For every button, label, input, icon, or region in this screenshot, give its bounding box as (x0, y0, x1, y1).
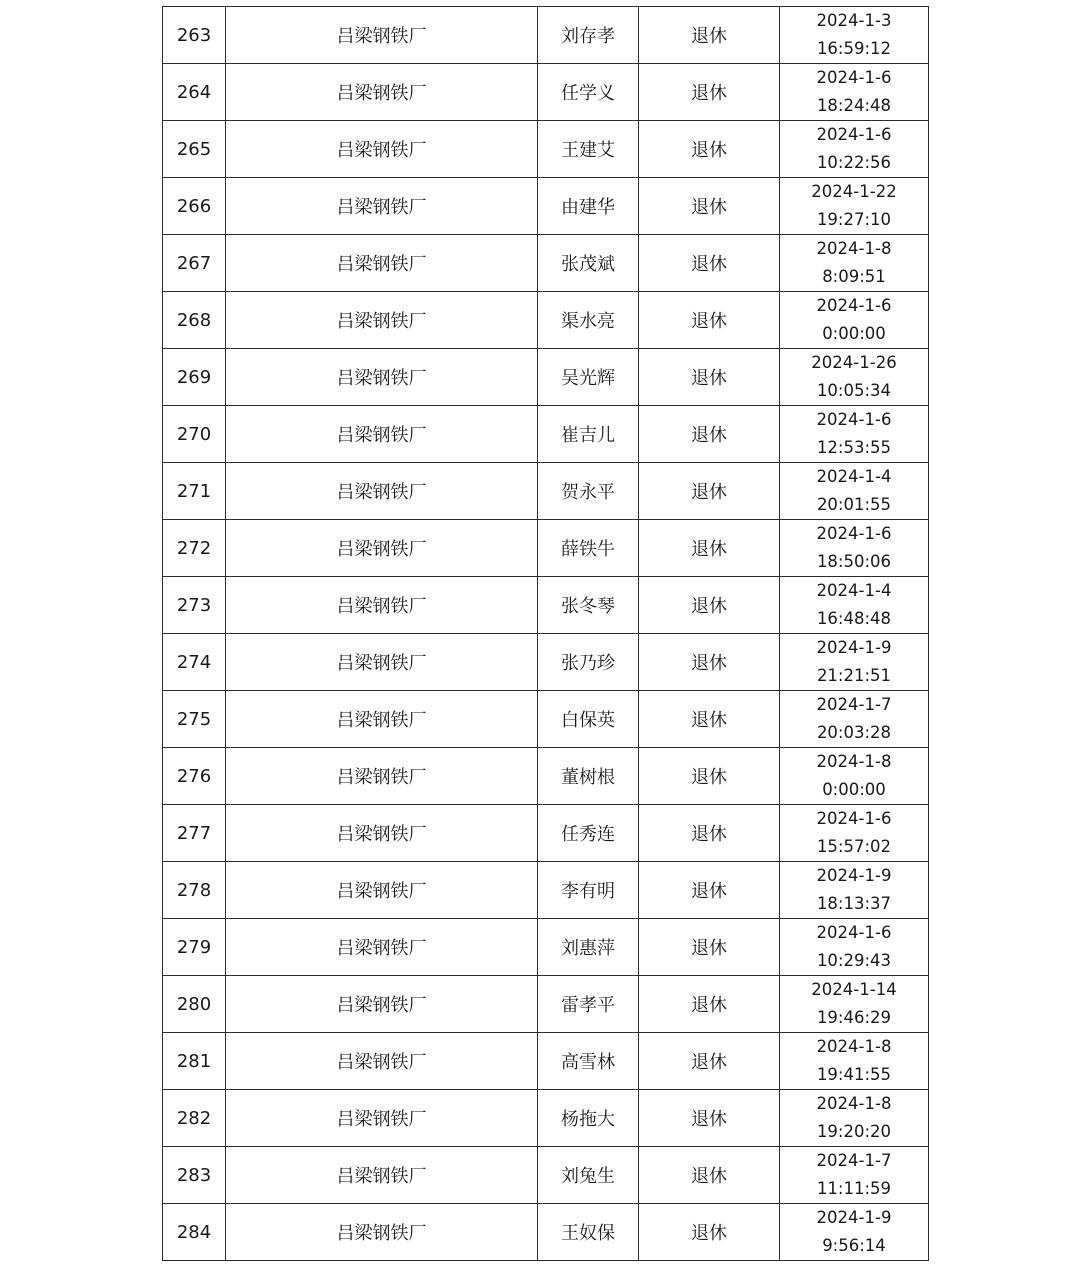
table-row (163, 463, 929, 520)
status-cell: 退休 (639, 121, 780, 178)
name-cell: 张茂斌 (538, 235, 639, 292)
datetime-cell (780, 178, 929, 235)
datetime-cell (780, 1147, 929, 1204)
serial-number-cell: 268 (163, 292, 226, 349)
date-text: 2024-1-9 (816, 866, 892, 885)
table-row (163, 634, 929, 691)
serial-number-cell: 280 (163, 976, 226, 1033)
datetime-cell (780, 577, 929, 634)
datetime-cell (780, 748, 929, 805)
serial-number-cell: 275 (163, 691, 226, 748)
unit-cell: 吕梁钢铁厂 (226, 577, 538, 634)
time-text: 16:48:48 (816, 609, 892, 628)
date-text: 2024-1-6 (816, 809, 892, 828)
table-row (163, 976, 929, 1033)
date-text: 2024-1-14 (811, 980, 897, 999)
datetime-cell (780, 64, 929, 121)
datetime-cell (780, 292, 929, 349)
time-text: 19:41:55 (816, 1065, 892, 1084)
serial-number-cell: 281 (163, 1033, 226, 1090)
status-cell: 退休 (639, 7, 780, 64)
name-cell: 由建华 (538, 178, 639, 235)
name-cell: 雷孝平 (538, 976, 639, 1033)
time-text: 10:22:56 (816, 153, 892, 172)
serial-number-cell: 273 (163, 577, 226, 634)
serial-number-cell: 263 (163, 7, 226, 64)
status-cell: 退休 (639, 919, 780, 976)
name-cell: 渠水亮 (538, 292, 639, 349)
date-text: 2024-1-8 (816, 239, 892, 258)
name-cell: 张乃珍 (538, 634, 639, 691)
name-cell: 李有明 (538, 862, 639, 919)
serial-number-cell: 271 (163, 463, 226, 520)
name-cell: 吴光辉 (538, 349, 639, 406)
unit-cell: 吕梁钢铁厂 (226, 1147, 538, 1204)
time-text: 8:09:51 (822, 267, 886, 286)
date-text: 2024-1-22 (811, 182, 897, 201)
table-row (163, 520, 929, 577)
table-row (163, 235, 929, 292)
time-text: 21:21:51 (816, 666, 892, 685)
unit-cell: 吕梁钢铁厂 (226, 121, 538, 178)
table-row (163, 577, 929, 634)
unit-cell: 吕梁钢铁厂 (226, 406, 538, 463)
time-text: 11:11:59 (816, 1179, 892, 1198)
date-text: 2024-1-9 (816, 638, 892, 657)
datetime-cell (780, 976, 929, 1033)
date-text: 2024-1-4 (816, 467, 892, 486)
date-text: 2024-1-3 (816, 11, 892, 30)
time-text: 9:56:14 (822, 1236, 886, 1255)
name-cell: 崔吉儿 (538, 406, 639, 463)
status-cell: 退休 (639, 1033, 780, 1090)
status-cell: 退休 (639, 406, 780, 463)
time-text: 19:46:29 (816, 1008, 892, 1027)
serial-number-cell: 266 (163, 178, 226, 235)
name-cell: 刘惠萍 (538, 919, 639, 976)
name-cell: 贺永平 (538, 463, 639, 520)
table-row (163, 292, 929, 349)
datetime-cell (780, 919, 929, 976)
serial-number-cell: 278 (163, 862, 226, 919)
table-row (163, 919, 929, 976)
serial-number-cell: 269 (163, 349, 226, 406)
table-row (163, 121, 929, 178)
date-text: 2024-1-4 (816, 581, 892, 600)
unit-cell: 吕梁钢铁厂 (226, 919, 538, 976)
status-cell: 退休 (639, 976, 780, 1033)
status-cell: 退休 (639, 748, 780, 805)
table-row (163, 178, 929, 235)
serial-number-cell: 264 (163, 64, 226, 121)
datetime-cell (780, 805, 929, 862)
unit-cell: 吕梁钢铁厂 (226, 463, 538, 520)
status-cell: 退休 (639, 520, 780, 577)
date-text: 2024-1-6 (816, 410, 892, 429)
table-row (163, 1204, 929, 1261)
serial-number-cell: 274 (163, 634, 226, 691)
unit-cell: 吕梁钢铁厂 (226, 520, 538, 577)
records-body (163, 7, 929, 1261)
table-row (163, 1033, 929, 1090)
status-cell: 退休 (639, 292, 780, 349)
serial-number-cell: 282 (163, 1090, 226, 1147)
unit-cell: 吕梁钢铁厂 (226, 7, 538, 64)
date-text: 2024-1-8 (816, 1094, 892, 1113)
name-cell: 刘存孝 (538, 7, 639, 64)
unit-cell: 吕梁钢铁厂 (226, 1090, 538, 1147)
time-text: 18:50:06 (816, 552, 892, 571)
serial-number-cell: 276 (163, 748, 226, 805)
unit-cell: 吕梁钢铁厂 (226, 349, 538, 406)
table-row (163, 64, 929, 121)
table-row (163, 1147, 929, 1204)
time-text: 18:24:48 (816, 96, 892, 115)
name-cell: 王奴保 (538, 1204, 639, 1261)
date-text: 2024-1-9 (816, 1208, 892, 1227)
date-text: 2024-1-7 (816, 695, 892, 714)
status-cell: 退休 (639, 691, 780, 748)
name-cell: 任学义 (538, 64, 639, 121)
serial-number-cell: 277 (163, 805, 226, 862)
name-cell: 王建艾 (538, 121, 639, 178)
date-text: 2024-1-7 (816, 1151, 892, 1170)
time-text: 0:00:00 (822, 324, 886, 343)
name-cell: 白保英 (538, 691, 639, 748)
name-cell: 任秀连 (538, 805, 639, 862)
status-cell: 退休 (639, 862, 780, 919)
table-row (163, 7, 929, 64)
unit-cell: 吕梁钢铁厂 (226, 634, 538, 691)
status-cell: 退休 (639, 178, 780, 235)
unit-cell: 吕梁钢铁厂 (226, 64, 538, 121)
datetime-cell (780, 1204, 929, 1261)
date-text: 2024-1-8 (816, 752, 892, 771)
unit-cell: 吕梁钢铁厂 (226, 691, 538, 748)
serial-number-cell: 267 (163, 235, 226, 292)
date-text: 2024-1-6 (816, 125, 892, 144)
datetime-cell (780, 1033, 929, 1090)
datetime-cell (780, 7, 929, 64)
name-cell: 杨拖大 (538, 1090, 639, 1147)
unit-cell: 吕梁钢铁厂 (226, 1204, 538, 1261)
status-cell: 退休 (639, 634, 780, 691)
table-row (163, 748, 929, 805)
datetime-cell (780, 349, 929, 406)
name-cell: 董树根 (538, 748, 639, 805)
status-cell: 退休 (639, 349, 780, 406)
serial-number-cell: 284 (163, 1204, 226, 1261)
status-cell: 退休 (639, 577, 780, 634)
status-cell: 退休 (639, 235, 780, 292)
status-cell: 退休 (639, 463, 780, 520)
serial-number-cell: 265 (163, 121, 226, 178)
unit-cell: 吕梁钢铁厂 (226, 235, 538, 292)
time-text: 0:00:00 (822, 780, 886, 799)
unit-cell: 吕梁钢铁厂 (226, 748, 538, 805)
time-text: 18:13:37 (816, 894, 892, 913)
status-cell: 退休 (639, 805, 780, 862)
table-row (163, 406, 929, 463)
datetime-cell (780, 463, 929, 520)
time-text: 10:29:43 (816, 951, 892, 970)
datetime-cell (780, 862, 929, 919)
unit-cell: 吕梁钢铁厂 (226, 1033, 538, 1090)
name-cell: 高雪林 (538, 1033, 639, 1090)
date-text: 2024-1-6 (816, 68, 892, 87)
unit-cell: 吕梁钢铁厂 (226, 862, 538, 919)
status-cell: 退休 (639, 1204, 780, 1261)
table-row (163, 862, 929, 919)
serial-number-cell: 279 (163, 919, 226, 976)
time-text: 19:20:20 (816, 1122, 892, 1141)
records-table (162, 6, 929, 1261)
date-text: 2024-1-6 (816, 524, 892, 543)
datetime-cell (780, 634, 929, 691)
datetime-cell (780, 121, 929, 178)
serial-number-cell: 270 (163, 406, 226, 463)
datetime-cell (780, 691, 929, 748)
table-row (163, 1090, 929, 1147)
time-text: 15:57:02 (816, 837, 892, 856)
date-text: 2024-1-6 (816, 923, 892, 942)
name-cell: 刘兔生 (538, 1147, 639, 1204)
table-row (163, 805, 929, 862)
table-row (163, 691, 929, 748)
date-text: 2024-1-8 (816, 1037, 892, 1056)
unit-cell: 吕梁钢铁厂 (226, 805, 538, 862)
status-cell: 退休 (639, 1090, 780, 1147)
datetime-cell (780, 235, 929, 292)
time-text: 20:01:55 (816, 495, 892, 514)
unit-cell: 吕梁钢铁厂 (226, 292, 538, 349)
unit-cell: 吕梁钢铁厂 (226, 976, 538, 1033)
datetime-cell (780, 520, 929, 577)
date-text: 2024-1-6 (816, 296, 892, 315)
date-text: 2024-1-26 (811, 353, 897, 372)
time-text: 10:05:34 (816, 381, 892, 400)
status-cell: 退休 (639, 64, 780, 121)
time-text: 19:27:10 (816, 210, 892, 229)
name-cell: 薛铁牛 (538, 520, 639, 577)
datetime-cell (780, 406, 929, 463)
serial-number-cell: 272 (163, 520, 226, 577)
serial-number-cell: 283 (163, 1147, 226, 1204)
unit-cell: 吕梁钢铁厂 (226, 178, 538, 235)
table-row (163, 349, 929, 406)
time-text: 12:53:55 (816, 438, 892, 457)
name-cell: 张冬琴 (538, 577, 639, 634)
time-text: 16:59:12 (816, 39, 892, 58)
datetime-cell (780, 1090, 929, 1147)
status-cell: 退休 (639, 1147, 780, 1204)
time-text: 20:03:28 (816, 723, 892, 742)
